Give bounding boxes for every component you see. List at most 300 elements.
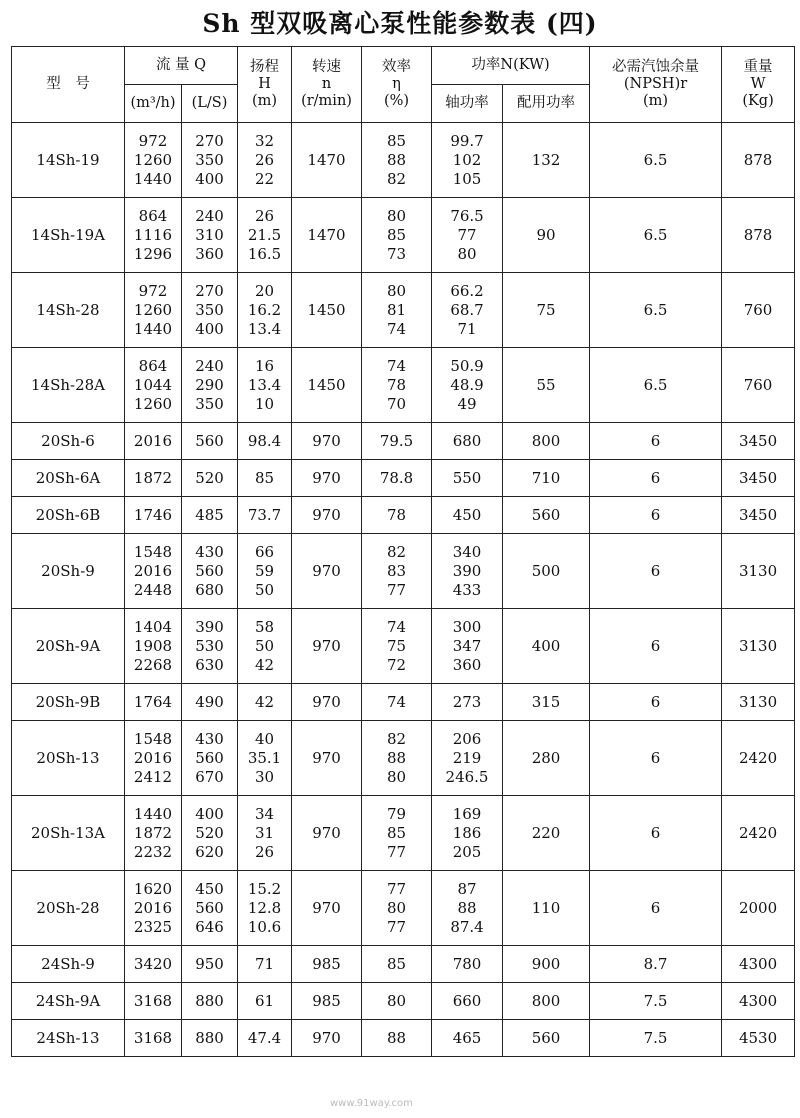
cell-shaft-power-value: 50.9: [450, 356, 484, 375]
cell-efficiency-value: 82: [386, 729, 407, 748]
cell-flow-ls: [182, 497, 238, 534]
cell-flow-ls-value: 240: [195, 356, 224, 375]
table-row: [12, 348, 795, 423]
cell-head-value: 12.8: [247, 898, 282, 917]
cell-flow-m3h: [125, 534, 182, 609]
cell-model: 14Sh-28A: [12, 348, 125, 423]
cell-weight: 3130: [722, 609, 795, 684]
cell-shaft-power-value: 169: [452, 804, 482, 823]
cell-model: 14Sh-28: [12, 273, 125, 348]
cell-efficiency-value: 75: [386, 636, 407, 655]
cell-matched-power: 55: [503, 348, 590, 423]
cell-weight: 4530: [722, 1020, 795, 1057]
cell-head-value: 16: [254, 356, 275, 375]
cell-efficiency: [362, 1020, 432, 1057]
cell-flow-ls-value: 680: [195, 580, 224, 599]
cell-efficiency-value: 78.8: [379, 468, 414, 487]
cell-efficiency: [362, 609, 432, 684]
cell-efficiency-value: 85: [386, 131, 407, 150]
cell-efficiency: [362, 534, 432, 609]
cell-efficiency: [362, 198, 432, 273]
cell-speed: 1450: [292, 273, 362, 348]
cell-shaft-power-value: 660: [452, 991, 482, 1010]
cell-shaft-power: [432, 198, 503, 273]
cell-head-value: 71: [254, 954, 275, 973]
cell-shaft-power-value: 390: [452, 561, 482, 580]
cell-speed: 970: [292, 721, 362, 796]
header-efficiency-unit: (%): [383, 93, 410, 109]
cell-flow-m3h: [125, 423, 182, 460]
cell-head-value: 10.6: [247, 917, 282, 936]
watermark: www.91way.com: [330, 1098, 413, 1109]
cell-head-value: 66: [254, 542, 275, 561]
cell-npsh: 6: [590, 534, 722, 609]
cell-shaft-power-value: 88: [457, 898, 477, 917]
cell-head-value: 40: [254, 729, 275, 748]
cell-speed: 970: [292, 497, 362, 534]
cell-head: [238, 721, 292, 796]
cell-matched-power: 110: [503, 871, 590, 946]
cell-head: [238, 684, 292, 721]
cell-flow-ls-value: 880: [195, 1028, 224, 1047]
cell-efficiency-value: 73: [386, 244, 407, 263]
cell-flow-ls-value: 520: [195, 823, 224, 842]
cell-flow-ls-value: 485: [195, 505, 224, 524]
cell-flow-ls: [182, 348, 238, 423]
table-row: [12, 983, 795, 1020]
cell-flow-m3h-value: 1620: [133, 879, 173, 898]
cell-shaft-power-value: 246.5: [445, 767, 489, 786]
cell-efficiency-value: 74: [386, 617, 407, 636]
header-flow: 流 量 Q: [125, 47, 238, 85]
cell-flow-m3h: [125, 721, 182, 796]
cell-efficiency: [362, 460, 432, 497]
cell-shaft-power-value: 66.2: [450, 281, 484, 300]
table-header: [12, 47, 795, 123]
cell-shaft-power: [432, 460, 503, 497]
cell-efficiency-value: 77: [386, 842, 407, 861]
cell-shaft-power-value: 465: [452, 1028, 482, 1047]
cell-matched-power: 132: [503, 123, 590, 198]
cell-efficiency-value: 83: [386, 561, 407, 580]
cell-head-value: 20: [254, 281, 275, 300]
cell-flow-m3h-value: 2016: [133, 561, 173, 580]
cell-weight: 3450: [722, 497, 795, 534]
cell-flow-m3h-value: 864: [138, 206, 168, 225]
cell-efficiency-value: 82: [386, 169, 407, 188]
cell-flow-ls-value: 530: [195, 636, 224, 655]
cell-weight: 760: [722, 273, 795, 348]
cell-npsh: 6.5: [590, 123, 722, 198]
header-efficiency: [362, 47, 432, 123]
cell-speed: 985: [292, 946, 362, 983]
table-row: [12, 871, 795, 946]
cell-head-value: 31: [254, 823, 275, 842]
cell-flow-m3h-value: 2412: [133, 767, 173, 786]
cell-flow-ls-value: 310: [195, 225, 224, 244]
cell-matched-power: 900: [503, 946, 590, 983]
table-row: [12, 796, 795, 871]
cell-flow-m3h: [125, 684, 182, 721]
cell-shaft-power-value: 71: [457, 319, 477, 338]
cell-flow-m3h: [125, 871, 182, 946]
cell-head: [238, 273, 292, 348]
cell-shaft-power: [432, 123, 503, 198]
cell-efficiency: [362, 123, 432, 198]
header-weight-unit: (Kg): [742, 93, 774, 109]
cell-flow-m3h: [125, 460, 182, 497]
cell-flow-m3h-value: 3420: [133, 954, 173, 973]
cell-shaft-power-value: 80: [457, 244, 477, 263]
table-row: [12, 609, 795, 684]
cell-shaft-power-value: 205: [452, 842, 482, 861]
header-speed: [292, 47, 362, 123]
cell-shaft-power-value: 99.7: [450, 131, 484, 150]
cell-shaft-power: [432, 273, 503, 348]
cell-flow-ls-value: 950: [195, 954, 224, 973]
header-flow-ls: (L/S): [182, 85, 238, 123]
cell-flow-ls: [182, 1020, 238, 1057]
cell-efficiency: [362, 796, 432, 871]
cell-flow-ls-value: 350: [195, 150, 224, 169]
cell-head-value: 73.7: [247, 505, 282, 524]
cell-efficiency-value: 85: [386, 823, 407, 842]
cell-matched-power: 800: [503, 423, 590, 460]
cell-model: 14Sh-19: [12, 123, 125, 198]
cell-flow-m3h-value: 2016: [133, 898, 173, 917]
cell-flow-ls-value: 240: [195, 206, 224, 225]
cell-shaft-power-value: 780: [452, 954, 482, 973]
cell-flow-m3h-value: 3168: [133, 991, 173, 1010]
cell-head: [238, 460, 292, 497]
cell-flow-ls: [182, 609, 238, 684]
cell-efficiency-value: 74: [386, 692, 407, 711]
cell-npsh: 6: [590, 460, 722, 497]
header-efficiency-symbol: η: [392, 76, 401, 92]
cell-flow-ls: [182, 423, 238, 460]
cell-flow-m3h-value: 1260: [133, 394, 173, 413]
cell-speed: 970: [292, 534, 362, 609]
cell-matched-power: 220: [503, 796, 590, 871]
cell-flow-ls-value: 560: [195, 748, 224, 767]
cell-efficiency-value: 82: [386, 542, 407, 561]
cell-efficiency: [362, 721, 432, 796]
cell-npsh: 6: [590, 796, 722, 871]
cell-flow-m3h-value: 1746: [133, 505, 173, 524]
cell-matched-power: 800: [503, 983, 590, 1020]
cell-head: [238, 796, 292, 871]
cell-npsh: 6: [590, 721, 722, 796]
cell-flow-m3h-value: 1440: [133, 804, 173, 823]
cell-npsh: 6.5: [590, 348, 722, 423]
cell-head-value: 85: [254, 468, 275, 487]
cell-flow-m3h-value: 2232: [133, 842, 173, 861]
header-efficiency-name: 效率: [382, 59, 412, 75]
cell-efficiency: [362, 423, 432, 460]
cell-shaft-power-value: 206: [452, 729, 482, 748]
pump-performance-table: [11, 46, 795, 1057]
cell-efficiency-value: 88: [386, 150, 407, 169]
cell-head-value: 58: [254, 617, 275, 636]
cell-npsh: 6.5: [590, 198, 722, 273]
cell-model: 20Sh-28: [12, 871, 125, 946]
cell-shaft-power-value: 300: [452, 617, 482, 636]
cell-shaft-power-value: 48.9: [450, 375, 484, 394]
cell-efficiency-value: 81: [386, 300, 407, 319]
cell-flow-ls-value: 620: [195, 842, 224, 861]
cell-head: [238, 198, 292, 273]
cell-efficiency-value: 88: [386, 1028, 407, 1047]
cell-flow-m3h-value: 1548: [133, 729, 173, 748]
cell-shaft-power: [432, 609, 503, 684]
cell-shaft-power-value: 273: [452, 692, 482, 711]
cell-head-value: 15.2: [247, 879, 282, 898]
cell-speed: 970: [292, 684, 362, 721]
cell-head-value: 10: [254, 394, 275, 413]
cell-shaft-power: [432, 684, 503, 721]
cell-npsh: 8.7: [590, 946, 722, 983]
cell-model: 20Sh-9: [12, 534, 125, 609]
cell-head-value: 50: [254, 580, 275, 599]
cell-efficiency: [362, 348, 432, 423]
cell-head: [238, 534, 292, 609]
table-row: [12, 721, 795, 796]
cell-flow-ls-value: 400: [195, 169, 224, 188]
cell-head-value: 22: [254, 169, 275, 188]
cell-model: 24Sh-9: [12, 946, 125, 983]
cell-flow-m3h-value: 1872: [133, 468, 173, 487]
cell-head: [238, 946, 292, 983]
cell-efficiency-value: 80: [386, 281, 407, 300]
cell-efficiency-value: 80: [386, 991, 407, 1010]
cell-weight: 2420: [722, 796, 795, 871]
cell-flow-m3h: [125, 609, 182, 684]
cell-flow-m3h-value: 1260: [133, 150, 173, 169]
cell-shaft-power-value: 360: [452, 655, 482, 674]
cell-head-value: 32: [254, 131, 275, 150]
cell-head-value: 16.2: [247, 300, 282, 319]
table-row: [12, 423, 795, 460]
cell-model: 20Sh-13: [12, 721, 125, 796]
cell-npsh: 6: [590, 684, 722, 721]
cell-speed: 970: [292, 796, 362, 871]
cell-matched-power: 90: [503, 198, 590, 273]
cell-model: 20Sh-6: [12, 423, 125, 460]
cell-npsh: 6: [590, 497, 722, 534]
cell-flow-ls: [182, 983, 238, 1020]
cell-efficiency-value: 79: [386, 804, 407, 823]
cell-flow-m3h-value: 1872: [133, 823, 173, 842]
cell-weight: 4300: [722, 983, 795, 1020]
cell-head-value: 50: [254, 636, 275, 655]
cell-efficiency-value: 78: [386, 375, 407, 394]
header-npsh-name: 必需汽蚀余量: [612, 59, 700, 75]
cell-head-value: 26: [254, 206, 275, 225]
cell-model: 24Sh-9A: [12, 983, 125, 1020]
cell-head-value: 61: [254, 991, 275, 1010]
header-speed-unit: (r/min): [301, 93, 352, 109]
cell-matched-power: 560: [503, 1020, 590, 1057]
cell-shaft-power-value: 340: [452, 542, 482, 561]
cell-flow-ls-value: 880: [195, 991, 224, 1010]
cell-flow-m3h: [125, 497, 182, 534]
cell-head-value: 59: [254, 561, 275, 580]
cell-head-value: 26: [254, 150, 275, 169]
header-speed-name: 转速: [312, 59, 342, 75]
cell-shaft-power: [432, 348, 503, 423]
cell-shaft-power: [432, 871, 503, 946]
cell-shaft-power: [432, 721, 503, 796]
cell-efficiency-value: 77: [386, 879, 407, 898]
cell-efficiency: [362, 983, 432, 1020]
cell-flow-ls: [182, 684, 238, 721]
cell-npsh: 7.5: [590, 1020, 722, 1057]
cell-model: 24Sh-13: [12, 1020, 125, 1057]
cell-shaft-power-value: 105: [452, 169, 482, 188]
cell-shaft-power: [432, 983, 503, 1020]
cell-efficiency: [362, 946, 432, 983]
cell-shaft-power-value: 77: [457, 225, 477, 244]
cell-model: 14Sh-19A: [12, 198, 125, 273]
cell-flow-ls: [182, 796, 238, 871]
header-head-unit: (m): [251, 93, 278, 109]
cell-flow-m3h-value: 1548: [133, 542, 173, 561]
header-model: 型 号: [12, 47, 125, 123]
cell-flow-m3h: [125, 946, 182, 983]
cell-efficiency: [362, 684, 432, 721]
cell-weight: 2420: [722, 721, 795, 796]
cell-matched-power: 500: [503, 534, 590, 609]
table-row: [12, 497, 795, 534]
cell-flow-m3h: [125, 198, 182, 273]
cell-shaft-power-value: 550: [452, 468, 482, 487]
cell-weight: 3130: [722, 534, 795, 609]
table-row: [12, 684, 795, 721]
cell-flow-ls-value: 646: [195, 917, 224, 936]
cell-flow-m3h-value: 1440: [133, 169, 173, 188]
cell-efficiency-value: 72: [386, 655, 407, 674]
cell-matched-power: 75: [503, 273, 590, 348]
cell-head-value: 13.4: [247, 375, 282, 394]
cell-flow-ls-value: 360: [195, 244, 224, 263]
header-shaft-power: 轴功率: [432, 85, 503, 123]
cell-shaft-power: [432, 946, 503, 983]
cell-head-value: 34: [254, 804, 275, 823]
cell-flow-m3h-value: 1404: [133, 617, 173, 636]
cell-head-value: 42: [254, 692, 275, 711]
cell-flow-m3h-value: 2016: [133, 431, 173, 450]
table-row: [12, 946, 795, 983]
cell-flow-m3h-value: 1908: [133, 636, 173, 655]
header-npsh-symbol: (NPSH)r: [623, 76, 688, 92]
cell-flow-m3h: [125, 123, 182, 198]
cell-flow-ls-value: 390: [195, 617, 224, 636]
cell-shaft-power: [432, 423, 503, 460]
cell-flow-m3h: [125, 1020, 182, 1057]
cell-shaft-power-value: 76.5: [450, 206, 484, 225]
cell-flow-ls-value: 450: [195, 879, 224, 898]
cell-flow-ls-value: 560: [195, 898, 224, 917]
cell-efficiency-value: 85: [386, 954, 407, 973]
table-row: [12, 1020, 795, 1057]
cell-shaft-power-value: 102: [452, 150, 482, 169]
table-row: [12, 460, 795, 497]
cell-head-value: 21.5: [247, 225, 282, 244]
cell-shaft-power-value: 433: [452, 580, 482, 599]
cell-flow-ls-value: 270: [195, 281, 224, 300]
cell-weight: 3450: [722, 423, 795, 460]
cell-weight: 878: [722, 123, 795, 198]
page-title: Sh 型双吸离心泵性能参数表 (四): [202, 9, 598, 38]
cell-efficiency: [362, 497, 432, 534]
cell-speed: 970: [292, 609, 362, 684]
cell-shaft-power: [432, 497, 503, 534]
header-head-name: 扬程: [250, 59, 280, 75]
cell-flow-ls-value: 350: [195, 300, 224, 319]
cell-efficiency-value: 74: [386, 319, 407, 338]
cell-shaft-power-value: 450: [452, 505, 482, 524]
cell-head-value: 30: [254, 767, 275, 786]
cell-flow-m3h-value: 2448: [133, 580, 173, 599]
cell-flow-ls: [182, 871, 238, 946]
cell-head: [238, 1020, 292, 1057]
cell-flow-ls: [182, 198, 238, 273]
cell-npsh: 6.5: [590, 273, 722, 348]
cell-efficiency-value: 88: [386, 748, 407, 767]
header-weight-name: 重量: [743, 59, 773, 75]
table-row: [12, 123, 795, 198]
cell-flow-ls-value: 560: [195, 431, 224, 450]
cell-weight: 2000: [722, 871, 795, 946]
header-head: [238, 47, 292, 123]
cell-matched-power: 280: [503, 721, 590, 796]
cell-efficiency-value: 85: [386, 225, 407, 244]
header-power: 功率N(KW): [432, 47, 590, 85]
cell-flow-ls: [182, 460, 238, 497]
cell-npsh: 6: [590, 423, 722, 460]
cell-shaft-power: [432, 534, 503, 609]
cell-flow-m3h: [125, 273, 182, 348]
cell-matched-power: 315: [503, 684, 590, 721]
cell-flow-ls-value: 560: [195, 561, 224, 580]
cell-flow-m3h-value: 3168: [133, 1028, 173, 1047]
table-row: [12, 273, 795, 348]
cell-flow-ls-value: 630: [195, 655, 224, 674]
cell-flow-m3h-value: 1116: [133, 225, 173, 244]
cell-shaft-power-value: 49: [457, 394, 477, 413]
cell-model: 20Sh-6A: [12, 460, 125, 497]
cell-flow-m3h-value: 2268: [133, 655, 173, 674]
table-row: [12, 534, 795, 609]
cell-shaft-power-value: 186: [452, 823, 482, 842]
cell-flow-ls: [182, 273, 238, 348]
cell-efficiency: [362, 871, 432, 946]
cell-shaft-power-value: 87: [457, 879, 477, 898]
cell-flow-ls-value: 520: [195, 468, 224, 487]
header-speed-symbol: n: [321, 76, 332, 92]
cell-flow-m3h-value: 2016: [133, 748, 173, 767]
cell-head-value: 98.4: [247, 431, 282, 450]
header-head-symbol: H: [258, 76, 271, 92]
cell-weight: 3130: [722, 684, 795, 721]
cell-efficiency-value: 79.5: [379, 431, 414, 450]
table-row: [12, 198, 795, 273]
cell-shaft-power-value: 68.7: [450, 300, 484, 319]
cell-flow-ls-value: 430: [195, 542, 224, 561]
cell-flow-ls-value: 400: [195, 804, 224, 823]
cell-flow-m3h: [125, 983, 182, 1020]
cell-shaft-power-value: 347: [452, 636, 482, 655]
